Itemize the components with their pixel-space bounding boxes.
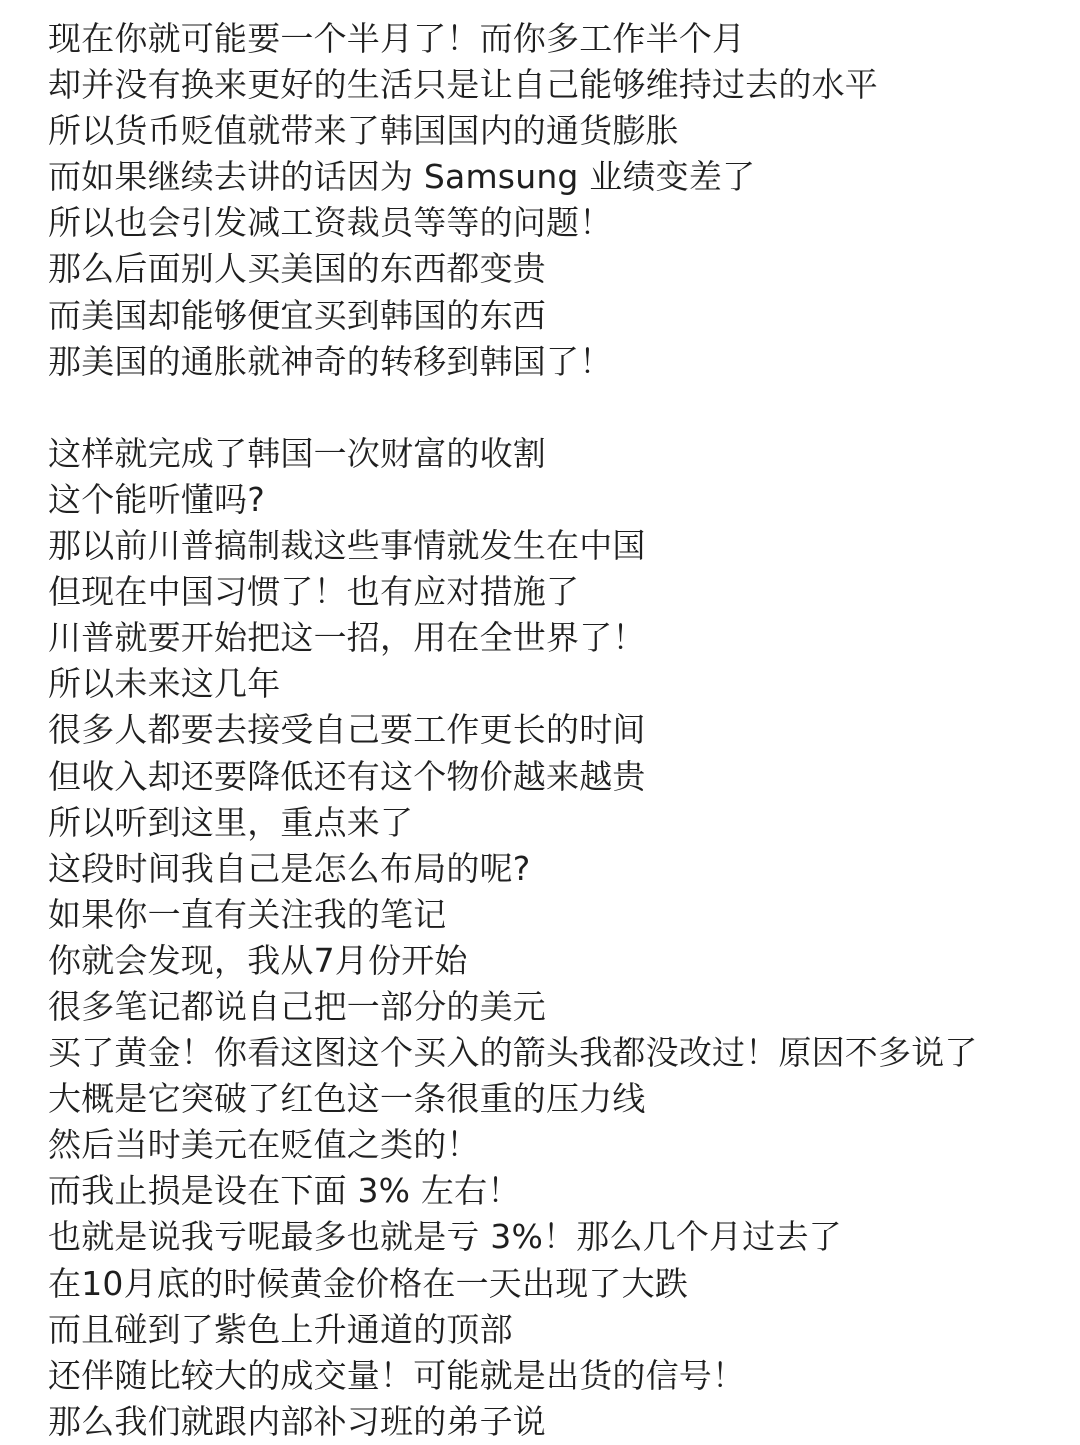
text-line: 所以未来这几年 (48, 664, 281, 704)
text-line: 而我止损是设在下面 3% 左右！ (48, 1171, 521, 1211)
text-line: 那以前川普搞制裁这些事情就发生在中国 (48, 526, 646, 566)
paragraph-2 (48, 431, 1068, 1445)
text-line: 所以货币贬值就带来了韩国国内的通货膨胀 (48, 111, 679, 151)
text-line: 这样就完成了韩国一次财富的收割 (48, 433, 546, 473)
text-line: 现在你就可能要一个半月了！而你多工作半个月 (48, 19, 746, 58)
text-line: 而美国却能够便宜买到韩国的东西 (48, 295, 546, 335)
text-line: 很多人都要去接受自己要工作更长的时间 (48, 710, 646, 750)
text-line: 这段时间我自己是怎么布局的呢? (48, 848, 531, 888)
text-line: 但收入却还要降低还有这个物价越来越贵 (48, 756, 646, 796)
text-line: 但现在中国习惯了！也有应对措施了 (48, 572, 580, 612)
cut-off-top-line (48, 0, 1068, 8)
text-line: 大概是它突破了红色这一条很重的压力线 (48, 1079, 646, 1119)
text-line: 你就会发现，我从7月份开始 (48, 940, 468, 980)
text-line: 那么我们就跟内部补习班的弟子说 (48, 1401, 546, 1441)
text-line: 那么后面别人买美国的东西都变贵 (48, 249, 546, 289)
text-line: 然后当时美元在贬值之类的！ (48, 1125, 480, 1165)
text-line: 所以也会引发减工资裁员等等的问题！ (48, 203, 613, 243)
paragraph-gap (48, 385, 1068, 431)
text-line: 很多笔记都说自己把一部分的美元 (48, 986, 546, 1026)
text-line: 也就是说我亏呢最多也就是亏 3%！那么几个月过去了 (48, 1217, 842, 1257)
note-body (48, 0, 1068, 1445)
text-line: 买了黄金！你看这图这个买入的箭头我都没改过！原因不多说了 (48, 1033, 978, 1073)
text-line: 如果你一直有关注我的笔记 (48, 894, 447, 934)
text-line: 所以听到这里，重点来了 (48, 802, 414, 842)
text-line: 还伴随比较大的成交量！可能就是出货的信号！ (48, 1355, 746, 1395)
text-line: 川普就要开始把这一招，用在全世界了！ (48, 618, 646, 658)
text-line: 在10月底的时候黄金价格在一天出现了大跌 (48, 1263, 688, 1303)
text-line: 却并没有换来更好的生活只是让自己能够维持过去的水平 (48, 65, 878, 105)
text-line: 这个能听懂吗? (48, 479, 265, 519)
text-line: 而如果继续去讲的话因为 Samsung 业绩变差了 (48, 157, 756, 197)
text-line: 那美国的通胀就神奇的转移到韩国了！ (48, 341, 613, 381)
text-line: 而且碰到了紫色上升通道的顶部 (48, 1309, 513, 1349)
paragraph-1 (48, 16, 1068, 385)
